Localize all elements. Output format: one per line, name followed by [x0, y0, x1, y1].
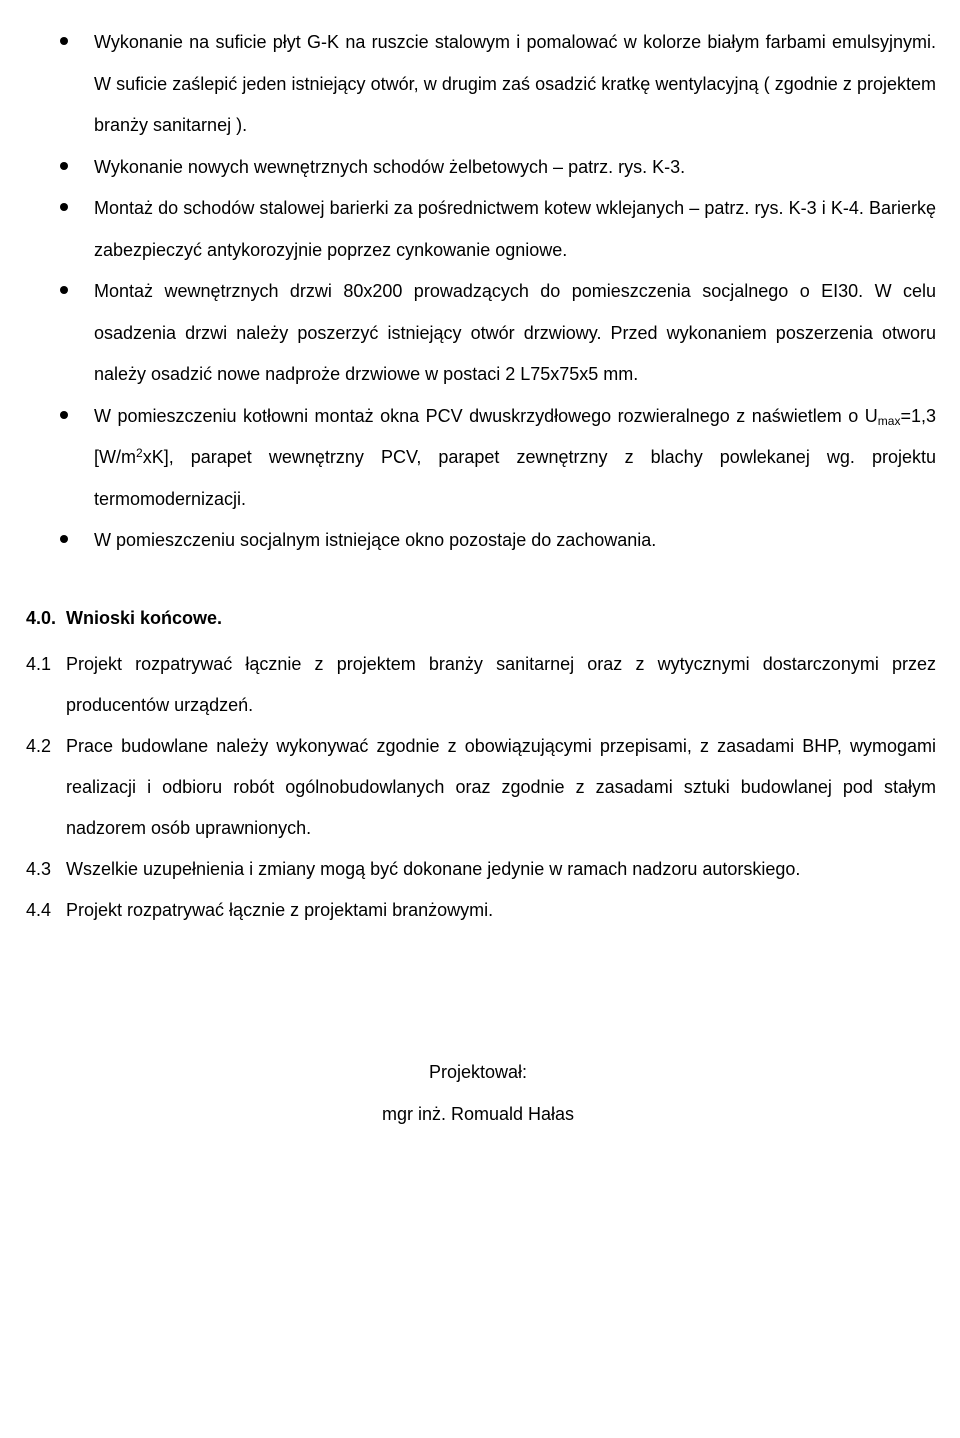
bullet-dot-icon — [60, 37, 68, 45]
bullet-text: Montaż do schodów stalowej barierki za pośrednictwem kotew wklejanych – patrz. rys. K-3 i K-4. Barierkę zabezpieczyć antykorozyjnie poprzez cynkowanie ogniowe. — [94, 198, 936, 260]
bullet-text-intro: W pomieszczeniu kotłowni montaż okna PCV dwuskrzydłowego rozwieralnego z naświetlem o — [94, 405, 865, 426]
section-number: 4.0. — [26, 608, 57, 628]
bullet-text: W pomieszczeniu socjalnym istniejące okno pozostaje do zachowania. — [94, 530, 657, 550]
item-number: 4.3 — [26, 859, 52, 879]
u-symbol: U — [864, 405, 878, 426]
list-item — [0, 396, 960, 521]
item-text: Prace budowlane należy wykonywać zgodnie z obowiązującymi przepisami, z zasadami BHP, wymogami realizacji i odbioru robót ogólnobudowlanych oraz zgodnie z zasadami sztuki budowlanej pod stałym nadzorem osób uprawnionych. — [66, 736, 936, 838]
list-item — [0, 271, 960, 396]
bullet-text — [94, 406, 936, 509]
section-heading — [26, 598, 222, 638]
bullet-dot-icon — [60, 535, 68, 543]
bullet-dot-icon — [60, 286, 68, 294]
u-subscript: max — [877, 413, 901, 428]
list-item — [0, 520, 960, 562]
list-item — [0, 644, 960, 726]
list-item — [0, 849, 960, 890]
list-item — [0, 726, 960, 849]
bullet-dot-icon — [60, 162, 68, 170]
bullet-text: Wykonanie nowych wewnętrznych schodów żelbetowych – patrz. rys. K-3. — [94, 156, 686, 177]
u-superscript: 2 — [136, 446, 143, 460]
item-text: Projekt rozpatrywać łącznie z projektami branżowymi. — [66, 900, 494, 920]
bullet-dot-icon — [60, 203, 68, 211]
u-value: =1,3 [W/m — [94, 405, 936, 467]
list-item — [0, 147, 960, 189]
signature-role: Projektował: — [428, 1062, 528, 1082]
signature-name: mgr inż. Romuald Hałas — [381, 1104, 575, 1124]
item-text: Wszelkie uzupełnienia i zmiany mogą być dokonane jedynie w ramach nadzoru autorskiego. — [66, 859, 801, 879]
bullet-text: Montaż wewnętrznych drzwi 80x200 prowadzących do pomieszczenia socjalnego o EI30. W celu osadzenia drzwi należy poszerzyć istniejący otwór drzwiowy. Przed wykonaniem poszerzenia otworu należy osadzić nowe nadproże drzwiowe w postaci 2 L75x75x5 mm. — [94, 281, 936, 384]
bullet-dot-icon — [60, 411, 68, 419]
item-text: Projekt rozpatrywać łącznie z projektem branży sanitarnej oraz z wytycznymi dostarczonymi przez producentów urządzeń. — [66, 654, 936, 715]
bullet-list — [0, 22, 960, 562]
list-item — [0, 22, 960, 147]
list-item — [0, 188, 960, 271]
bullet-text: Wykonanie na suficie płyt G-K na ruszcie stalowym i pomalować w kolorze białym farbami emulsyjnymi. W suficie zaślepić jeden istniejący otwór, w drugim zaś osadzić kratkę wentylacyjną ( zgodnie z projektem branży sanitarnej ). — [94, 32, 936, 135]
list-item — [0, 890, 960, 931]
section-title: Wnioski końcowe. — [66, 608, 223, 628]
bullet-text-rest: xK], parapet wewnętrzny PCV, parapet zewnętrzny z blachy powlekanej wg. projektu termomodernizacji. — [94, 447, 936, 509]
item-number: 4.4 — [26, 900, 52, 920]
conclusions-list — [0, 644, 960, 931]
item-number: 4.1 — [26, 654, 52, 674]
item-number: 4.2 — [26, 736, 52, 756]
